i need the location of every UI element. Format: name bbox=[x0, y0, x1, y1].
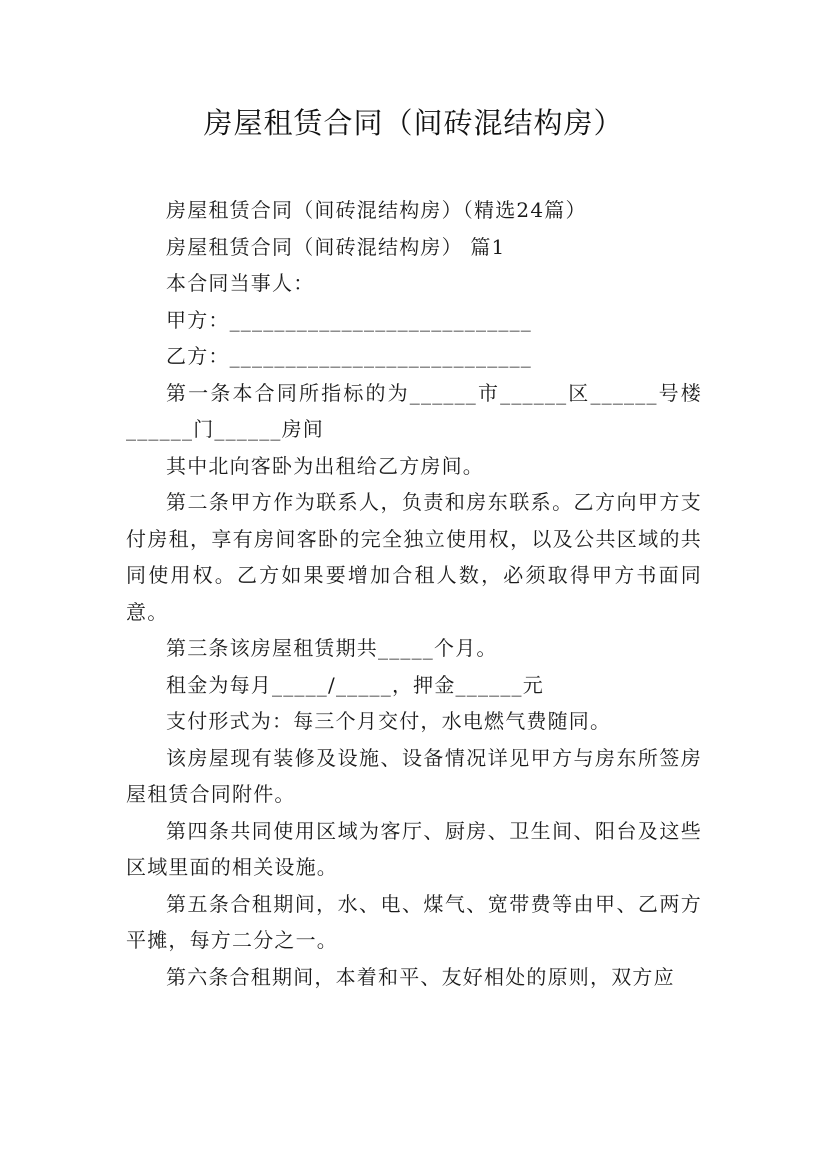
document-body bbox=[126, 192, 702, 995]
paragraph-parties-heading: 本合同当事人： bbox=[166, 271, 315, 295]
paragraph-payment-form: 支付形式为：每三个月交付，水电燃气费随同。 bbox=[166, 709, 612, 733]
paragraph-article-2: 第二条甲方作为联系人，负责和房东联系。乙方向甲方支付房租，享有房间客卧的完全独立使用权，以及公共区域的共同使用权。乙方如果要增加合租人数，必须取得甲方书面同意。 bbox=[126, 490, 702, 624]
paragraph-article-5: 第五条合租期间，水、电、煤气、宽带费等由甲、乙两方平摊，每方二分之一。 bbox=[126, 891, 702, 952]
paragraph-party-a: 甲方：___________________________ bbox=[166, 307, 532, 332]
paragraph-article-6: 第六条合租期间，本着和平、友好相处的原则，双方应 bbox=[166, 964, 675, 989]
paragraph-room-note: 其中北向客卧为出租给乙方房间。 bbox=[166, 453, 484, 478]
document-title: 房屋租赁合同（间砖混结构房） bbox=[203, 106, 624, 140]
paragraph-subtitle: 房屋租赁合同（间砖混结构房）（精选24篇） bbox=[166, 198, 587, 222]
paragraph-article-1: 第一条本合同所指标的为______市______区______号楼______门______房间 bbox=[126, 380, 702, 441]
paragraph-party-b: 乙方：___________________________ bbox=[166, 344, 532, 368]
paragraph-article-3: 第三条该房屋租赁期共_____个月。 bbox=[166, 636, 498, 660]
paragraph-facilities: 该房屋现有装修及设施、设备情况详见甲方与房东所签房屋租赁合同附件。 bbox=[126, 745, 702, 806]
paragraph-rent-deposit: 租金为每月_____/_____，押金______元 bbox=[166, 672, 544, 697]
paragraph-section-heading: 房屋租赁合同（间砖混结构房） 篇1 bbox=[166, 234, 506, 259]
paragraph-article-4: 第四条共同使用区域为客厅、厨房、卫生间、阳台及这些区域里面的相关设施。 bbox=[126, 818, 702, 879]
